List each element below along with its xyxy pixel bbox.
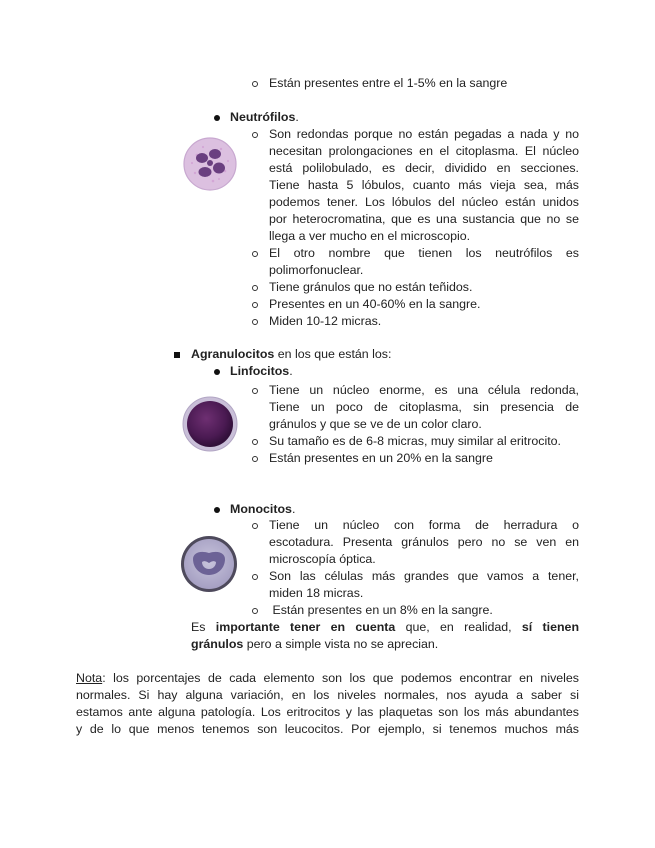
list-item-line: llega a ver mucho en el microscopio.	[269, 229, 471, 243]
list-item: Están presentes en un 20% en la sangre	[269, 451, 493, 465]
list-item: Tiene gránulos que no están teñidos.	[269, 280, 473, 294]
monocito-cell-image	[180, 535, 238, 593]
bullet-circle	[252, 132, 258, 138]
bullet-circle	[252, 456, 258, 462]
list-item: Están presentes entre el 1-5% en la sangre	[269, 76, 508, 90]
list-item: Miden 10-12 micras.	[269, 314, 382, 328]
bullet-dot	[214, 369, 220, 375]
list-item-line: por heterocromatina, que es una sustancia que no se	[269, 212, 579, 226]
list-item-line: Son redondas porque no están pegadas a nada y no	[269, 127, 579, 141]
bullet-circle	[252, 319, 258, 325]
bullet-circle	[252, 439, 258, 445]
monocitos-heading: Monocitos.	[230, 502, 296, 516]
list-item-line: microscopía óptica.	[269, 552, 376, 566]
linfocito-cell-image	[182, 396, 238, 452]
nota-label: Nota	[76, 671, 103, 685]
list-item-line: necesitan prolongaciones en el citoplasma. El núcleo	[269, 144, 579, 158]
list-item-line: escotadura. Presenta gránulos pero no se ven en	[269, 535, 579, 549]
list-item-line: Tiene un poco de citoplasma, sin presencia de	[269, 400, 579, 414]
bullet-circle	[252, 285, 258, 291]
list-item-line: Tiene un núcleo con forma de herradura o	[269, 518, 579, 532]
nota-line: normales. Si hay alguna variación, en los niveles normales, nos ayuda a saber si	[76, 688, 579, 702]
list-item-line: Tiene un núcleo enorme, es una célula redonda,	[269, 383, 579, 397]
bullet-circle	[252, 81, 258, 87]
list-item-line: Son las células más grandes que vamos a tener,	[269, 569, 579, 583]
list-item: Están presentes en un 8% en la sangre.	[269, 603, 493, 617]
list-item-line: está polilobulado, es decir, dividido en secciones.	[269, 161, 579, 175]
bullet-circle	[252, 251, 258, 257]
bullet-dot	[214, 507, 220, 513]
list-item-line: miden 18 micras.	[269, 586, 364, 600]
linfocitos-heading: Linfocitos.	[230, 364, 293, 378]
neutrofilos-heading: Neutrófilos.	[230, 110, 299, 124]
bullet-circle	[252, 388, 258, 394]
important-note-line-1: Es importante tener en cuenta que, en realidad, sí tienen	[191, 620, 580, 634]
agranulocitos-heading: Agranulocitos en los que están los:	[191, 347, 392, 361]
bullet-circle	[252, 608, 258, 614]
bullet-circle	[252, 302, 258, 308]
nota-line-1: Nota: los porcentajes de cada elemento son los que podemos encontrar en niveles	[76, 671, 579, 685]
list-item-line: podemos tener. Los lóbulos del núcleo están unidos	[269, 195, 579, 209]
neutrofilo-cell-image	[183, 137, 237, 191]
list-item-line: gránulos y que se ve de un color claro.	[269, 417, 482, 431]
list-item: Presentes en un 40-60% en la sangre.	[269, 297, 481, 311]
list-item-line: Tiene hasta 5 lóbulos, cuanto más vieja sea, más	[269, 178, 579, 192]
list-item: Su tamaño es de 6-8 micras, muy similar al eritrocito.	[269, 434, 561, 448]
bullet-dot	[214, 115, 220, 121]
bullet-circle	[252, 523, 258, 529]
bullet-square	[174, 352, 180, 358]
important-note-line-2: gránulos pero a simple vista no se aprecian.	[191, 637, 439, 651]
list-item-line: polimorfonuclear.	[269, 263, 364, 277]
bullet-circle	[252, 574, 258, 580]
nota-line: y de lo que menos tenemos son leucocitos. Por ejemplo, si tenemos muchos más	[76, 722, 579, 736]
list-item-line: El otro nombre que tienen los neutrófilos es	[269, 246, 579, 260]
nota-line: estamos ante alguna patología. Los eritrocitos y las plaquetas son los más abundantes	[76, 705, 579, 719]
